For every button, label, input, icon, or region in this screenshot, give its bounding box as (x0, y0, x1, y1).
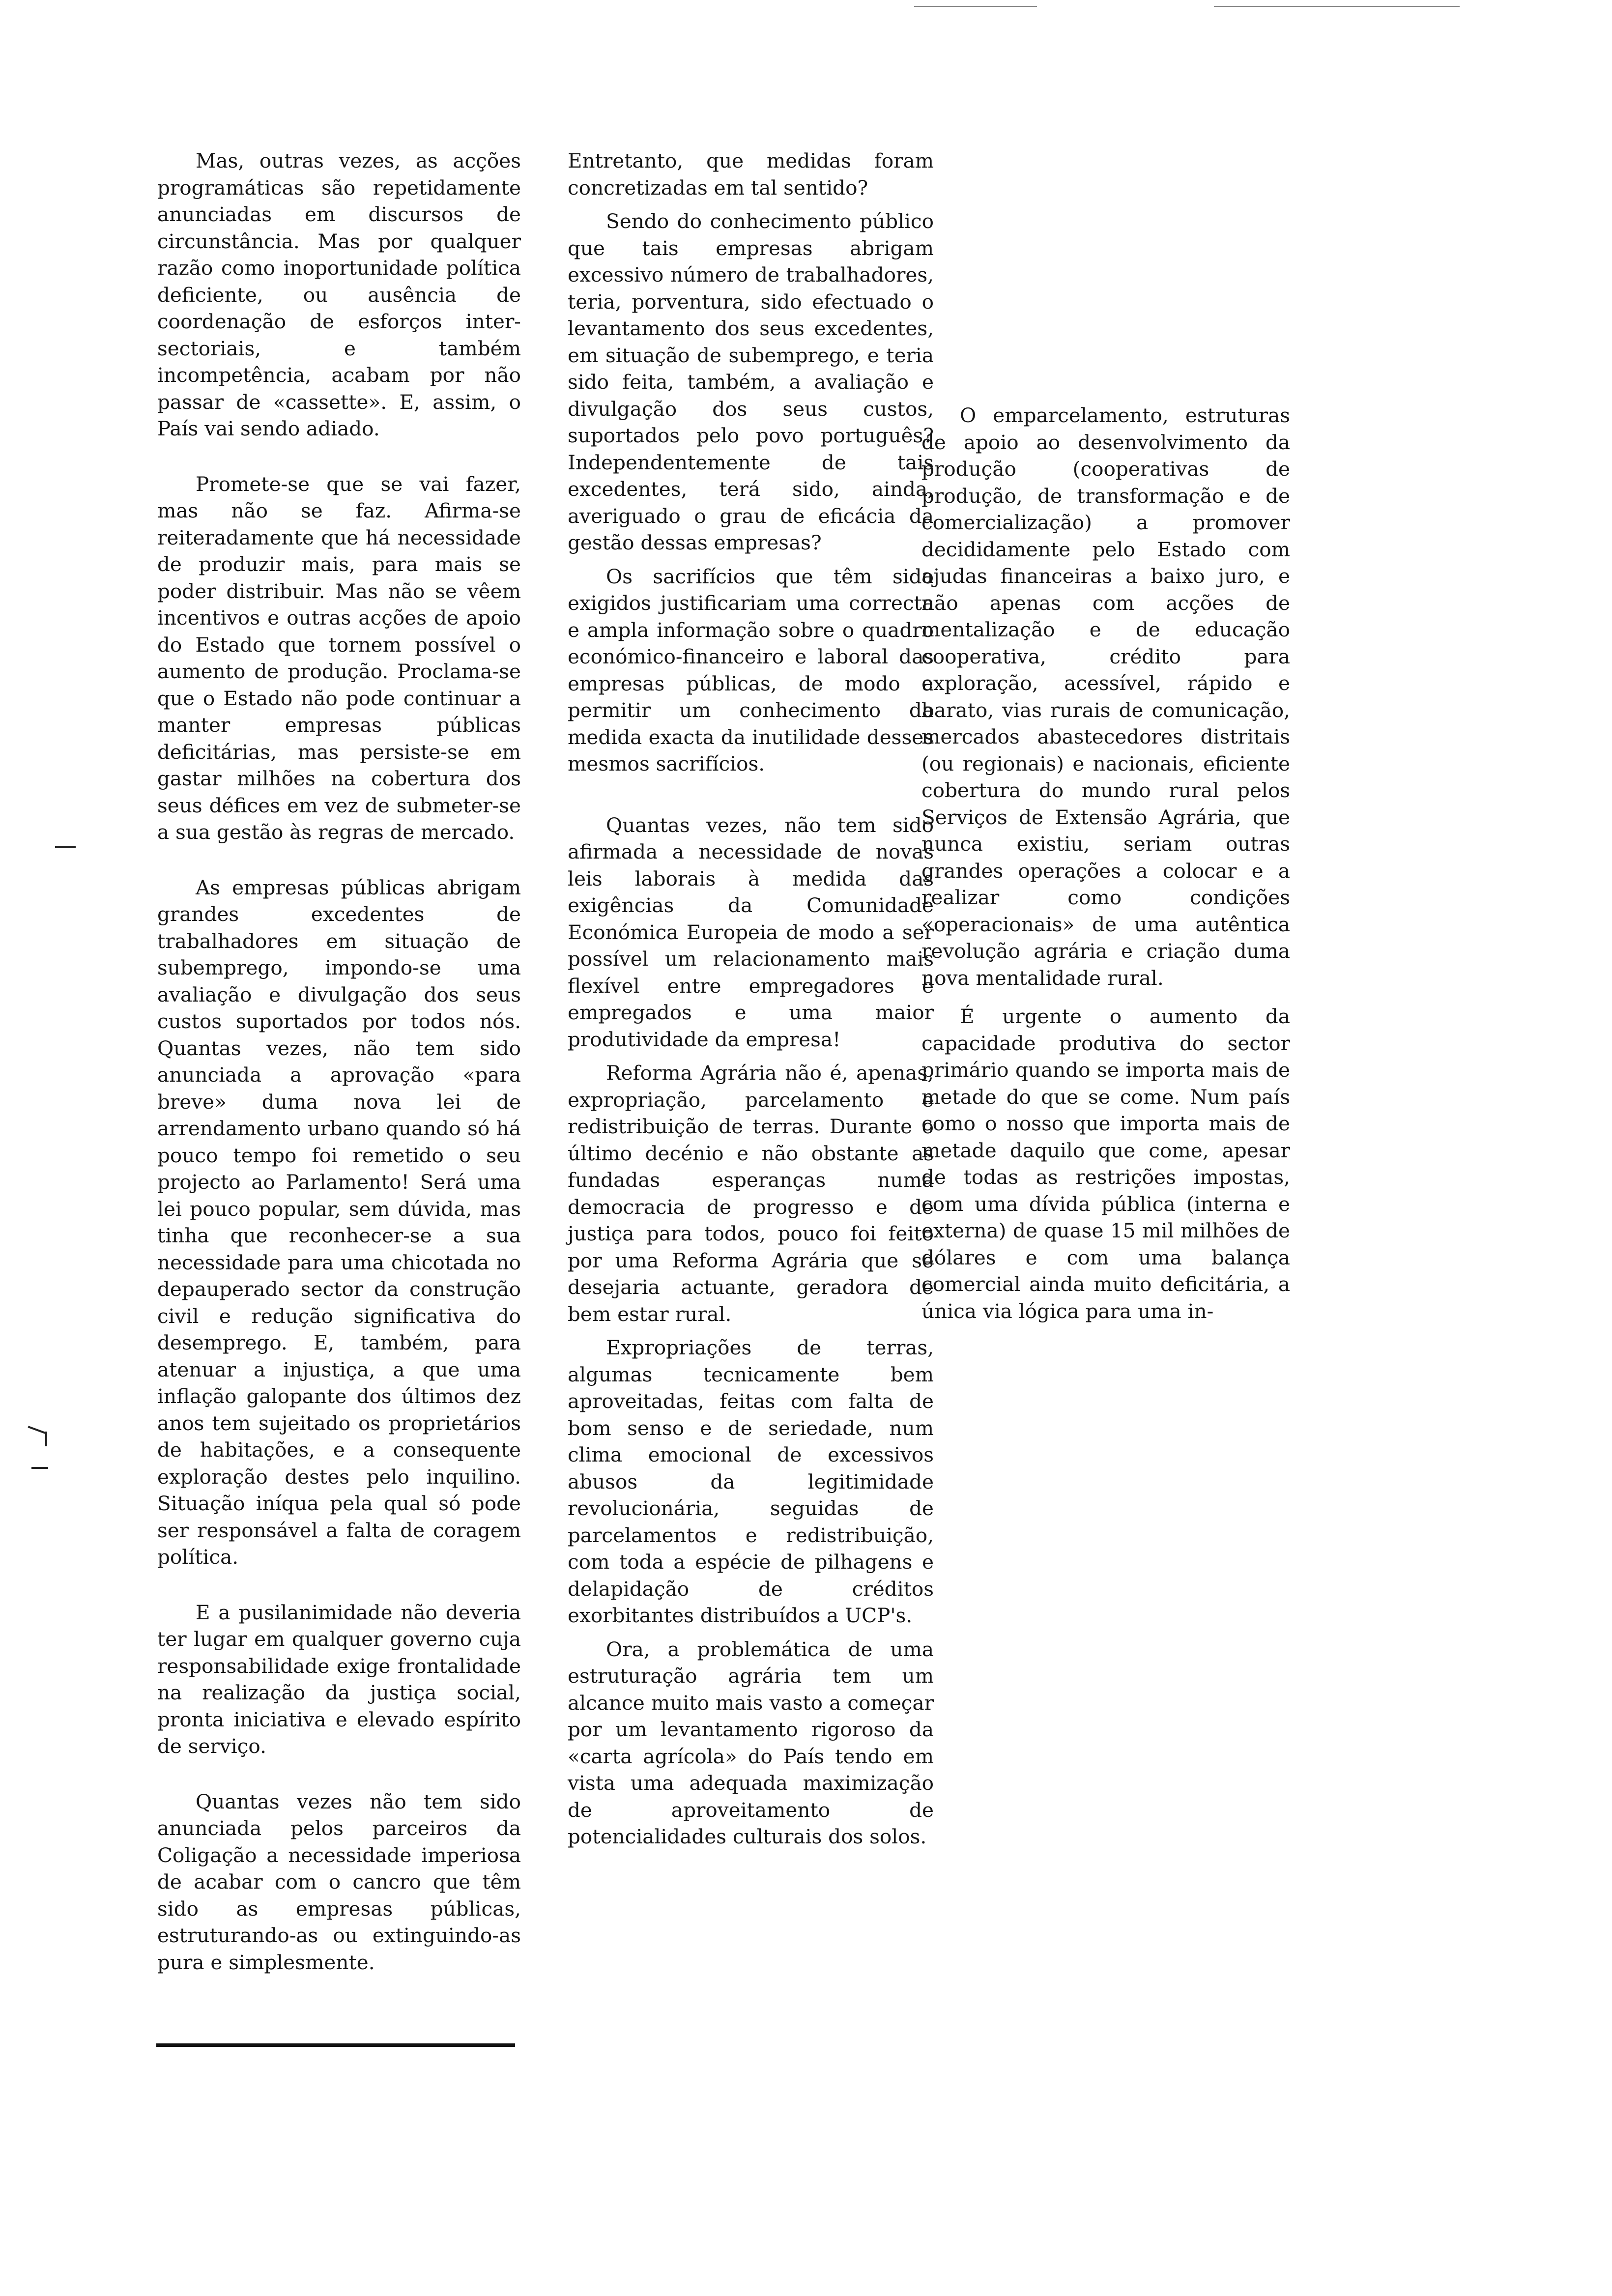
paragraph: O emparcelamento, estruturas de apoio ao desenvolvimento da produção (cooperativas de produção, de transformação e de comercialização) a promover decididamente pelo Estado com ajudas financeiras a baixo juro, e não apenas com acções de mentalização e de educação cooperativa, crédito para exploração, acessível, rápido e barato, vias rurais de comunicação, mercados abastecedores distritais (ou regionais) e nacionais, eficiente cobertura do mundo rural pelos Serviços de Extensão Agrária, que nunca existiu, seriam outras grandes operações a colocar e a realizar como condições «operacionais» de uma autêntica revolução agrária e criação duma nova mentalidade rural. (921, 403, 1290, 990)
paragraph: Mas, outras vezes, as acções programáticas são repetidamente anunciadas em discursos de circunstância. Mas por qualquer razão como inoportunidade política deficiente, ou ausência de coordenação de esforços inter-sectoriais, e também incompetência, acabam por não passar de «cassette». E, assim, o País vai sendo adiado. (157, 149, 521, 440)
paragraph: Quantas vezes, não tem sido afirmada a necessidade de novas leis laborais à medida das exigências da Comunidade Económica Europeia de modo a ser possível um relacionamento mais flexível entre empregadores e empregados e uma maior produtividade da empresa! (568, 813, 934, 1051)
paragraph: As empresas públicas abrigam grandes excedentes de trabalhadores em situação de subemprego, impondo-se uma avaliação e divulgação dos seus custos suportados por todos nós. Quantas vezes, não tem sido anunciada a aprovação «para breve» duma nova lei de arrendamento urbano quando só há pouco tempo foi remetido o seu projecto ao Parlamento! Será uma lei pouco popular, sem dúvida, mas tinha que reconhecer-se a sua necessidade para uma chicotada no depauperado sector da construção civil e redução significativa do desemprego. E, também, para atenuar a injustiça, a que uma inflação galopante dos últimos dez anos tem sujeitado os proprietários de habitações, e a consequente exploração destes pelo inquilino. Situação iníqua pela qual só pode ser responsável a falta de coragem política. (157, 875, 521, 1569)
paragraph: Expropriações de terras, algumas tecnicamente bem aproveitadas, feitas com falta de bom senso e de seriedade, num clima emocional de excessivos abusos da legitimidade revolucionária, seguidas de parcelamentos e redistribuição, com toda a espécie de pilhagens e delapidação de créditos exorbitantes distribuídos a UCP's. (568, 1336, 934, 1627)
scan-mark (55, 846, 76, 848)
scan-mark (31, 1467, 48, 1469)
bottom-rule (156, 2043, 515, 2047)
top-rule-right (1214, 6, 1460, 7)
column-2 (568, 147, 934, 1857)
paragraph: Sendo do conhecimento público que tais empresas abrigam excessivo número de trabalhadores, teria, porventura, sido efectuado o levantamento dos seus excedentes, em situação de subemprego, e teria sido feita, também, a avaliação e divulgação dos seus custos, suportados pelo povo português? Independentemente de tais excedentes, terá sido, ainda, averiguado o grau de eficácia da gestão dessas empresas? (568, 209, 934, 554)
paragraph: Ora, a problemática de uma estruturação agrária tem um alcance muito mais vasto a começar por um levantamento rigoroso da «carta agrícola» do País tendo em vista uma adequada maximização de aproveitamento de potencialidades culturais dos solos. (568, 1637, 934, 1848)
paragraph: Reforma Agrária não é, apenas, expropriação, parcelamento e redistribuição de terras. Durante o último decénio e não obstante as fundadas esperanças numa democracia de progresso e de justiça para todos, pouco foi feito por uma Reforma Agrária que se desejaria actuante, geradora de bem estar rural. (568, 1061, 934, 1326)
paragraph: E a pusilanimidade não deveria ter lugar em qualquer governo cuja responsabilidade exige frontalidade na realização da justiça social, pronta iniciativa e elevado espírito de serviço. (157, 1600, 521, 1758)
paragraph: Promete-se que se vai fazer, mas não se faz. Afirma-se reiteradamente que há necessidade de produzir mais, para mais se poder distribuir. Mas não se vêem incentivos e outras acções de apoio do Estado que tornem possível o aumento de produção. Proclama-se que o Estado não pode continuar a manter empresas públicas deficitárias, mas persiste-se em gastar milhões na cobertura dos seus défices em vez de submeter-se a sua gestão às regras de mercado. (157, 472, 521, 844)
scan-mark (45, 1432, 47, 1446)
lead-paragraph: Entretanto, que medidas foram concretizadas em tal sentido? (568, 149, 934, 200)
column-1 (157, 147, 521, 2004)
top-rule-left (914, 6, 1037, 7)
paragraph: Quantas vezes não tem sido anunciada pelos parceiros da Coligação a necessidade imperiosa de acabar com o cancro que têm sido as empresas públicas, estruturando-as ou extinguindo-as pura e simplesmente. (157, 1789, 521, 1974)
column-3 (921, 402, 1290, 1336)
paragraph: É urgente o aumento da capacidade produtiva do sector primário quando se importa mais de metade do que se come. Num país como o nosso que importa mais de metade daquilo que come, apesar de todas as restrições impostas, com uma dívida pública (interna e externa) de quase 15 mil milhões de dólares e com uma balança comercial ainda muito deficitária, a única via lógica para uma in- (921, 1004, 1290, 1323)
scan-mark (28, 1426, 47, 1434)
paragraph: Os sacrifícios que têm sido exigidos justificariam uma correcta e ampla informação sobre o quadro económico-financeiro e laboral das empresas públicas, de modo a permitir um conhecimento da medida exacta da inutilidade desses mesmos sacrifícios. (568, 564, 934, 775)
